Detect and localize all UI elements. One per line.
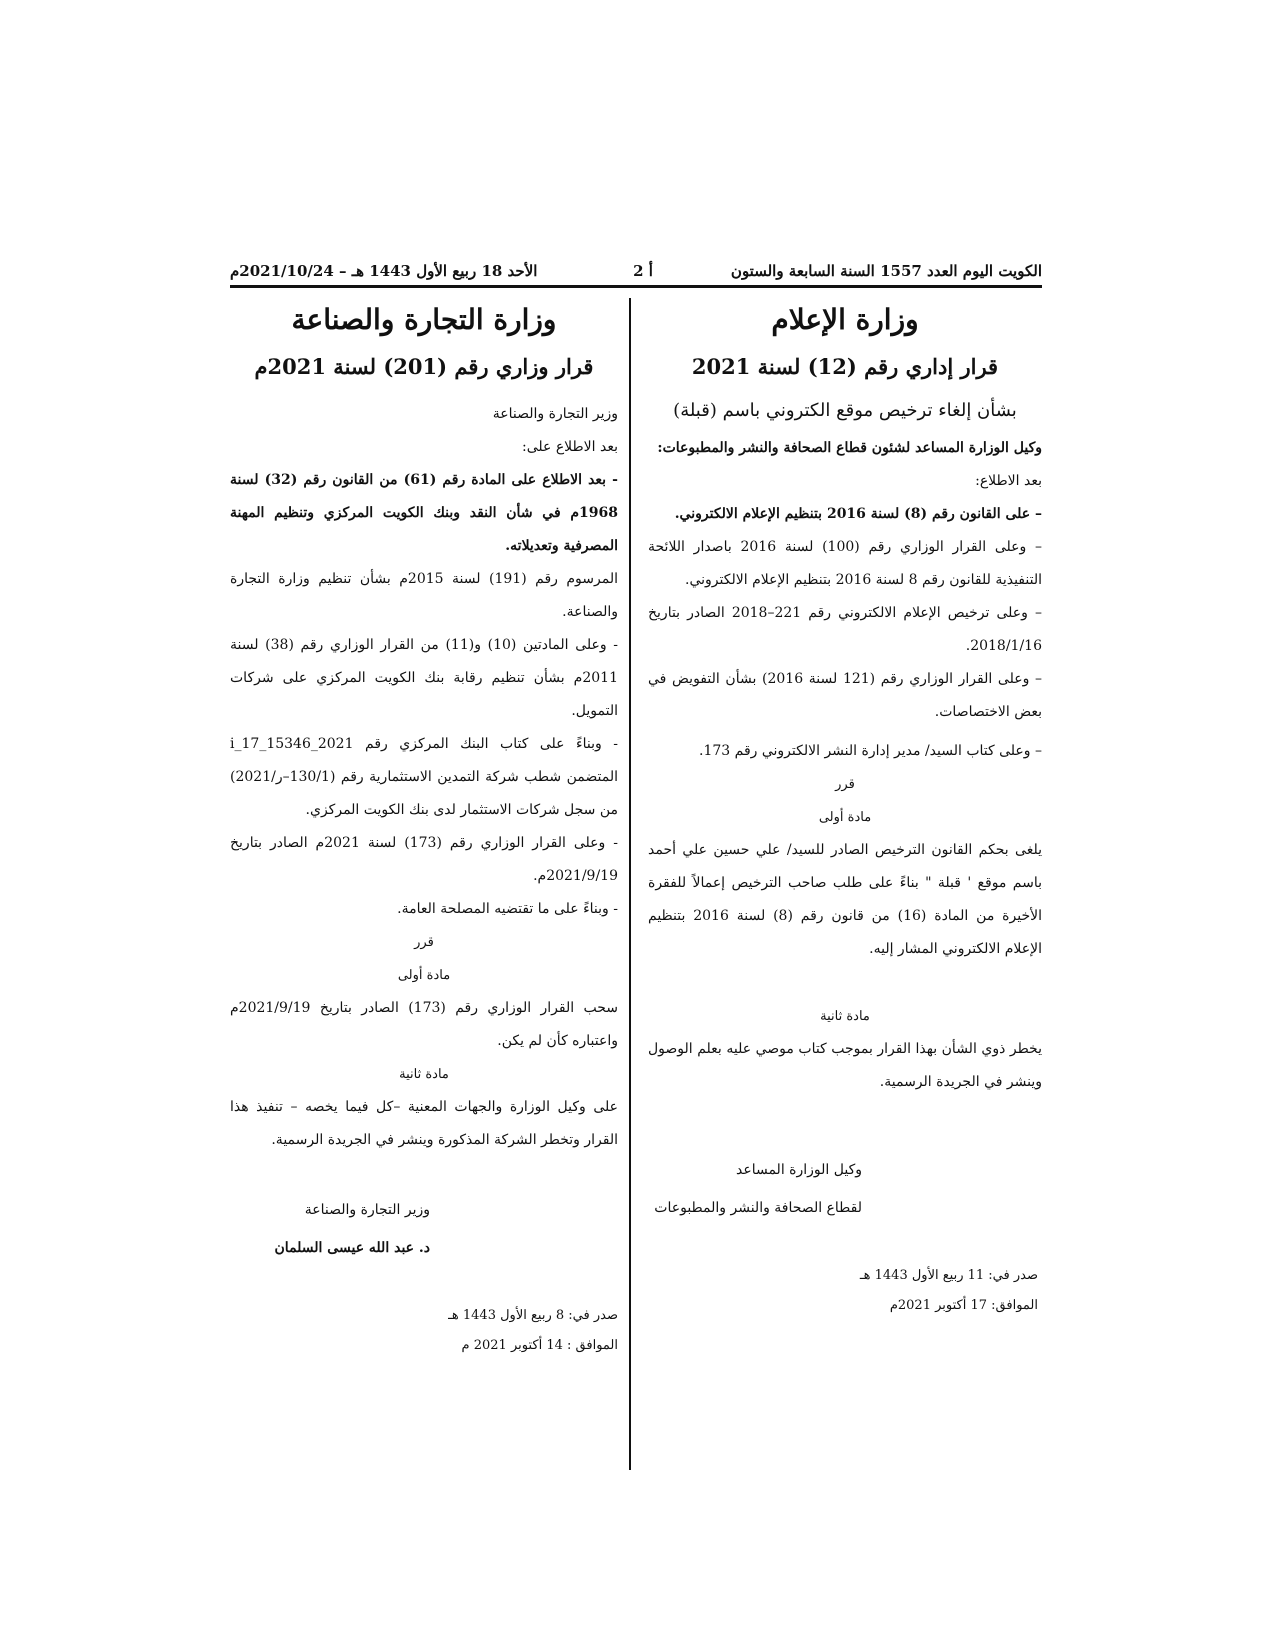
ministry-title: وزارة الإعلام bbox=[771, 303, 919, 336]
list-item: – على القانون رقم (8) لسنة 2016 بتنظيم الإعلام الالكتروني. bbox=[674, 506, 1042, 522]
list-item: - بعد الاطلاع على المادة رقم (61) من القانون رقم (32) لسنة 1968م في شأن النقد وبنك الكويت المركزي وتنظيم المهنة المصرفية وتعديلاته. bbox=[230, 472, 618, 554]
list-item: – وعلى ترخيص الإعلام الالكتروني رقم 221–2018 الصادر بتاريخ 2018/1/16. bbox=[648, 605, 1042, 654]
page-number: أ 2 bbox=[633, 262, 653, 280]
article1-title: مادة أولى bbox=[397, 968, 451, 983]
gazette-issue: الكويت اليوم العدد 1557 السنة السابعة والستون bbox=[730, 262, 1042, 280]
signatory-title: وكيل الوزارة المساعد bbox=[736, 1162, 862, 1178]
article2-text: على وكيل الوزارة والجهات المعنية –كل فيما يخصه – تنفيذ هذا القرار وتخطر الشركة المذكورة وينشر في الجريدة الرسمية. bbox=[230, 1099, 618, 1148]
article1-text: سحب القرار الوزاري رقم (173) الصادر بتاريخ 2021/9/19م واعتباره كأن لم يكن. bbox=[230, 1000, 618, 1049]
list-item: - وعلى القرار الوزاري رقم (173) لسنة 2021م الصادر بتاريخ 2021/9/19م. bbox=[230, 835, 618, 884]
issuer: وكيل الوزارة المساعد لشئون قطاع الصحافة والنشر والمطبوعات: bbox=[657, 440, 1042, 456]
issue-date: الأحد 18 ربيع الأول 1443 هـ – 2021/10/24م bbox=[230, 262, 538, 280]
issued-date: صدر في: 11 ربيع الأول 1443 هـ bbox=[859, 1268, 1038, 1283]
decided: قرر bbox=[414, 935, 434, 950]
signatory-department: لقطاع الصحافة والنشر والمطبوعات bbox=[654, 1200, 862, 1216]
decision-title: قرار إداري رقم (12) لسنة 2021 bbox=[691, 354, 999, 379]
after-review: بعد الاطلاع: bbox=[975, 473, 1042, 489]
article1-text: يلغى بحكم القانون الترخيص الصادر للسيد/ علي حسين علي أحمد باسم موقع ' قبلة " بناءً على طلب صاحب الترخيص إعمالاً للفقرة الأخيرة من المادة (16) من قانون رقم (8) لسنة 2016 بتنظيم الإعلام الالكتروني المشار إليه. bbox=[648, 842, 1042, 957]
list-item: – وعلى كتاب السيد/ مدير إدارة النشر الالكتروني رقم 173. bbox=[698, 743, 1042, 759]
article2-text: يخطر ذوي الشأن بهذا القرار بموجب كتاب موصي عليه بعلم الوصول وينشر في الجريدة الرسمية. bbox=[648, 1041, 1042, 1090]
article1-title: مادة أولى bbox=[818, 810, 872, 825]
after-review: بعد الاطلاع على: bbox=[522, 439, 618, 455]
signatory-name: د. عبد الله عيسى السلمان bbox=[274, 1240, 430, 1256]
list-item: - وبناءً على كتاب البنك المركزي رقم 2021_15346_17_i المتضمن شطب شركة التمدين الاستثمارية رقم (130/1–ر/2021) من سجل شركات الاستثمار لدى بنك الكويت المركزي. bbox=[230, 736, 618, 818]
list-item: – وعلى القرار الوزاري رقم (100) لسنة 2016 باصدار اللائحة التنفيذية للقانون رقم 8 لسنة 2016 بتنظيم الإعلام الالكتروني. bbox=[648, 539, 1042, 588]
list-item: المرسوم رقم (191) لسنة 2015م بشأن تنظيم وزارة التجارة والصناعة. bbox=[230, 571, 618, 620]
ministry-title: وزارة التجارة والصناعة bbox=[291, 303, 557, 336]
decided: قرر bbox=[835, 777, 855, 792]
issuer: وزير التجارة والصناعة bbox=[492, 406, 618, 422]
article2-title: مادة ثانية bbox=[399, 1067, 449, 1082]
header-rule bbox=[230, 285, 1042, 288]
list-item: – وعلى القرار الوزاري رقم (121 لسنة 2016) بشأن التفويض في بعض الاختصاصات. bbox=[648, 671, 1042, 720]
list-item: - وعلى المادتين (10) و(11) من القرار الوزاري رقم (38) لسنة 2011م بشأن تنظيم رقابة بنك الكويت المركزي على شركات التمويل. bbox=[230, 637, 618, 719]
list-item: - وبناءً على ما تقتضيه المصلحة العامة. bbox=[397, 901, 618, 917]
page-header bbox=[230, 258, 1042, 284]
issued-date: صدر في: 8 ربيع الأول 1443 هـ bbox=[448, 1308, 618, 1323]
corresponding-date: الموافق: 17 أكتوبر 2021م bbox=[889, 1298, 1038, 1313]
article2-title: مادة ثانية bbox=[820, 1009, 870, 1024]
right-column bbox=[648, 298, 1042, 1321]
column-divider bbox=[629, 298, 631, 1470]
corresponding-date: الموافق : 14 أكتوبر 2021 م bbox=[461, 1338, 618, 1353]
left-column bbox=[230, 298, 618, 1361]
decision-title: قرار وزاري رقم (201) لسنة 2021م bbox=[254, 354, 594, 379]
signatory-title: وزير التجارة والصناعة bbox=[304, 1202, 430, 1218]
decision-subject: بشأن إلغاء ترخيص موقع الكتروني باسم (قبلة) bbox=[673, 400, 1017, 421]
